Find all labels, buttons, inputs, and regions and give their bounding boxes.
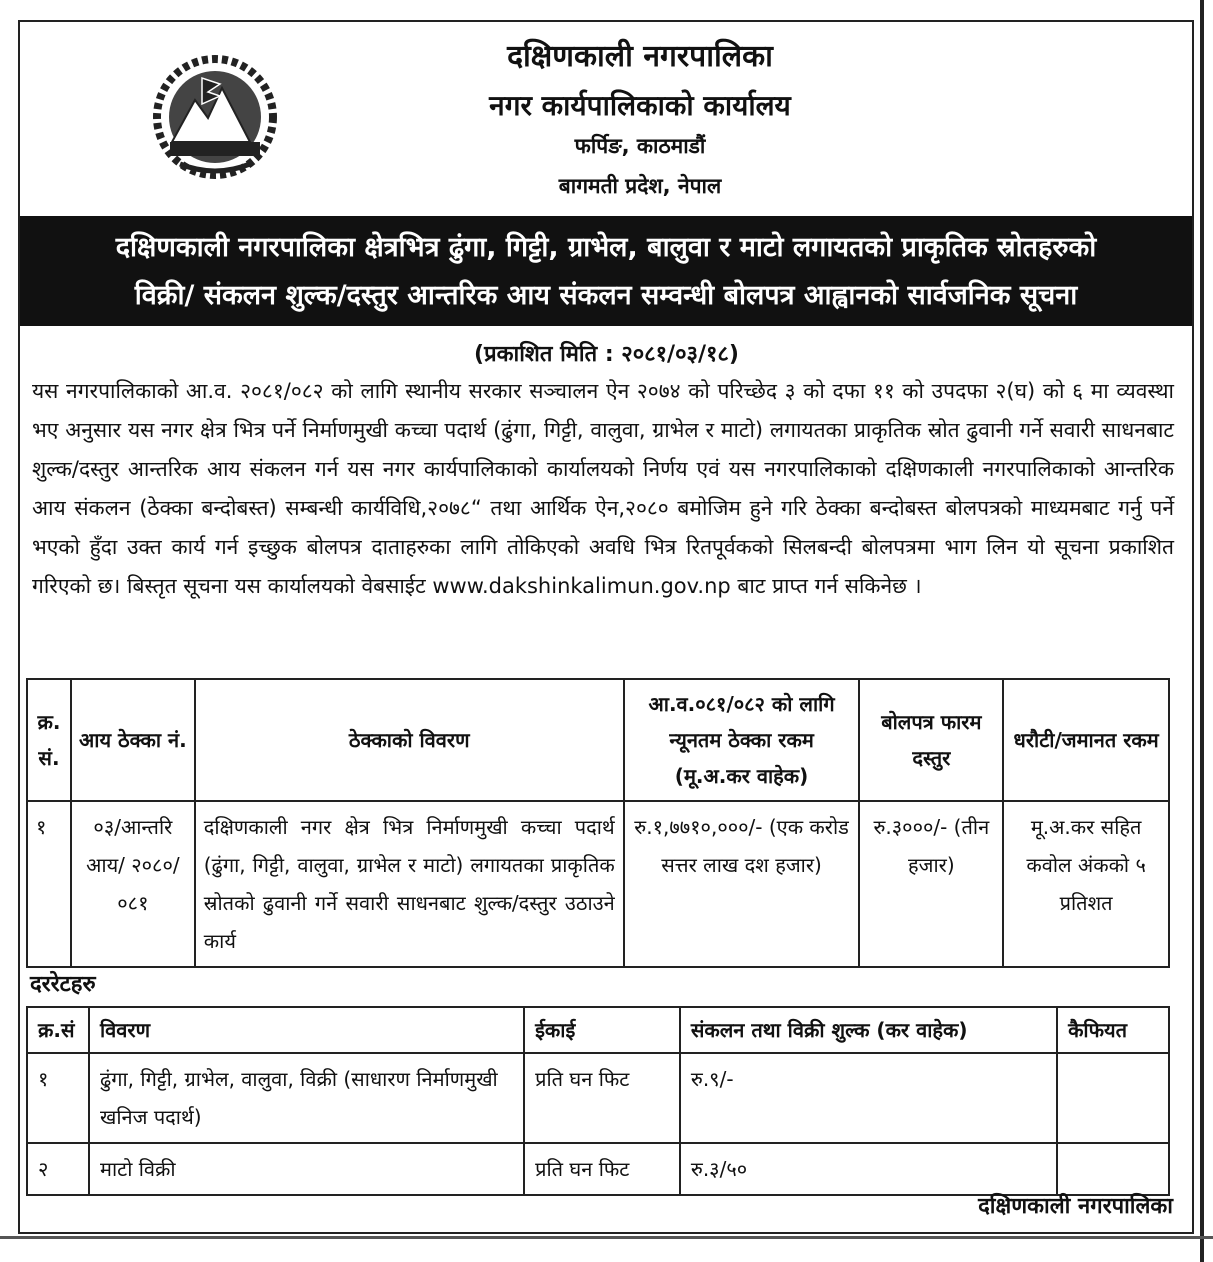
rates-header-description: विवरण <box>89 1007 524 1053</box>
page-edge-line <box>1200 0 1204 1262</box>
rate-cell-fee: रु.३/५० <box>680 1143 1057 1195</box>
contract-table <box>26 678 1170 968</box>
cell-min-amount: रु.१,७७१०,०००/- (एक करोड सत्तर लाख दश हजार) <box>624 801 860 967</box>
banner-line-2: विक्री/ संकलन शुल्क/दस्तुर आन्तरिक आय संकलन सम्वन्धी बोलपत्र आह्वानको सार्वजनिक सूचना <box>134 280 1078 311</box>
rate-cell-description: ढुंगा, गिट्टी, ग्राभेल, वालुवा, विक्री (साधारण निर्माणमुखी खनिज पदार्थ) <box>89 1053 524 1143</box>
banner-line-1: दक्षिणकाली नगरपालिका क्षेत्रभित्र ढुंगा, गिट्टी, ग्राभेल, बालुवा र माटो लगायतको प्राकृतिक स्रोतहरुको <box>115 232 1097 263</box>
rates-table <box>26 1006 1170 1196</box>
published-date: (प्रकाशित मिति : २०८१/०३/१८) <box>474 342 739 367</box>
notice-body-text: यस नगरपालिकाको आ.व. २०८१/०८२ को लागि स्थानीय सरकार सञ्चालन ऐन २०७४ को परिच्छेद ३ को दफा ११ को उपदफा २(घ) को ६ मा व्यवस्था भए अनुसार यस नगर क्षेत्र भित्र पर्ने निर्माणमुखी कच्चा पदार्थ (ढुंगा, गिट्टी, वालुवा, ग्राभेल र माटो) लगायतका प्राकृतिक स्रोत ढुवानी गर्ने सवारी साधनबाट शुल्क/दस्तुर आन्तरिक आय संकलन गर्न यस नगर कार्यपालिकाको कार्यालयको निर्णय एवं यस नगरपालिकाको दक्षिणकाली नगरपालिकाको आन्तरिक आय संकलन (ठेक्का बन्दोबस्त) सम्बन्धी कार्यविधि,२०७८“ तथा आर्थिक ऐन,२०८० बमोजिम हुने गरि ठेक्का बन्दोबस्त बोलपत्रको माध्यमबाट गर्नु पर्ने भएको हुँदा उक्त कार्य गर्न इच्छुक बोलपत्र दाताहरुका लागि तोकिएको अवधि भित्र रितपूर्वकको सिलबन्दी बोलपत्रमा भाग लिन यो सूचना प्रकाशित गरिएको छ। बिस्तृत सूचना यस कार्यालयको वेबसाईट www.dakshinkalimun.gov.np बाट प्राप्त गर्न सकिनेछ । <box>32 379 1174 598</box>
rate-cell-sn: १ <box>27 1053 89 1143</box>
rates-header-sn: क्र.सं <box>27 1007 89 1053</box>
cell-sn: १ <box>27 801 71 967</box>
rate-cell-unit: प्रति घन फिट <box>524 1053 680 1143</box>
table-row <box>27 1143 1169 1195</box>
header-description: ठेक्काको विवरण <box>195 679 624 801</box>
address: फर्पिङ, काठमाडौं <box>574 134 706 158</box>
header-sn: क्र. सं. <box>27 679 71 801</box>
rates-header-remarks: कैफियत <box>1057 1007 1169 1053</box>
rate-cell-unit: प्रति घन फिट <box>524 1143 680 1195</box>
contract-table-header-row <box>27 679 1169 801</box>
rates-header-fee: संकलन तथा विक्री शुल्क (कर वाहेक) <box>680 1007 1057 1053</box>
rates-table-header-row <box>27 1007 1169 1053</box>
office-name: नगर कार्यपालिकाको कार्यालय <box>489 89 791 122</box>
notice-title-banner <box>20 216 1192 326</box>
header-deposit: धरौटी/जमानत रकम <box>1003 679 1169 801</box>
table-row <box>27 801 1169 967</box>
cell-contract-no: ०३/आन्तरि आय/ २०८०/ ०८१ <box>71 801 195 967</box>
cell-description: दक्षिणकाली नगर क्षेत्र भित्र निर्माणमुखी कच्चा पदार्थ (ढुंगा, गिट्टी, वालुवा, ग्राभेल र माटो) लगायतका प्राकृतिक स्रोतको ढुवानी गर्ने सवारी साधनबाट शुल्क/दस्तुर उठाउने कार्य <box>195 801 624 967</box>
rate-cell-description: माटो विक्री <box>89 1143 524 1195</box>
rate-cell-fee: रु.९/- <box>680 1053 1057 1143</box>
signature-org: दक्षिणकाली नगरपालिका <box>978 1194 1173 1219</box>
header-form-fee: बोलपत्र फारम दस्तुर <box>859 679 1003 801</box>
province: बागमती प्रदेश, नेपाल <box>558 174 722 198</box>
page-bottom-line <box>0 1236 1213 1239</box>
rate-cell-remarks <box>1057 1143 1169 1195</box>
rates-header-unit: ईकाई <box>524 1007 680 1053</box>
rate-cell-remarks <box>1057 1053 1169 1143</box>
org-name: दक्षिणकाली नगरपालिका <box>507 39 773 74</box>
cell-deposit: मू.अ.कर सहित कवोल अंकको ५ प्रतिशत <box>1003 801 1169 967</box>
cell-form-fee: रु.३०००/- (तीन हजार) <box>859 801 1003 967</box>
rates-section-title: दररेटहरु <box>30 972 96 997</box>
header-contract-no: आय ठेक्का नं. <box>71 679 195 801</box>
table-row <box>27 1053 1169 1143</box>
rate-cell-sn: २ <box>27 1143 89 1195</box>
header-min-amount: आ.व.०८१/०८२ को लागि न्यूनतम ठेक्का रकम (मू.अ.कर वाहेक) <box>624 679 860 801</box>
